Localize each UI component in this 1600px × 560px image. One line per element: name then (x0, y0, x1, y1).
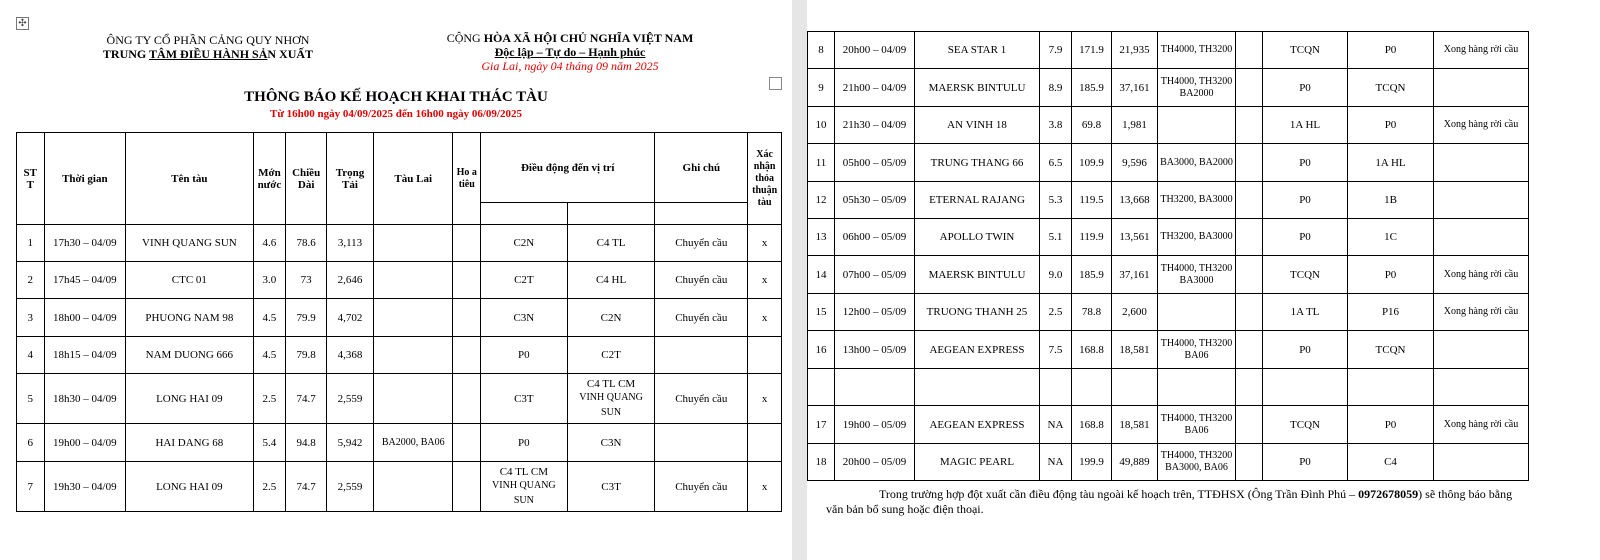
cell-time: 19h00 – 04/09 (44, 424, 126, 462)
cell-stt: 16 (808, 331, 835, 369)
cell-pilot (1236, 331, 1263, 369)
cell-tug (373, 462, 453, 512)
move-to-value: C3T (601, 480, 621, 493)
cell-ship: LONG HAI 09 (126, 462, 253, 512)
cell-move-from: TCQN (1263, 406, 1348, 444)
cell-stt: 11 (808, 144, 835, 182)
cell-pilot (453, 374, 481, 424)
cell-note: Chuyển cầu (655, 262, 748, 299)
cell-time: 05h00 – 05/09 (835, 144, 915, 182)
cell-tonnage: 1,981 (1112, 107, 1158, 144)
table-row (808, 331, 1529, 369)
table-row (17, 225, 782, 262)
cell-note (1434, 144, 1529, 182)
cell-stt: 12 (808, 182, 835, 219)
contact-phone: 0972678059 (1358, 487, 1419, 501)
cell-ship: VINH QUANG SUN (126, 225, 253, 262)
header-confirm: Xác nhận thỏa thuận tàu (748, 133, 782, 225)
cell-length: 79.8 (286, 337, 327, 374)
header-stt: ST T (17, 133, 45, 225)
cell-move-from: P0 (1263, 182, 1348, 219)
place-date: Gia Lai, ngày 04 tháng 09 năm 2025 (481, 59, 659, 73)
cell-move-from: TCQN (1263, 256, 1348, 294)
cell-ship: AEGEAN EXPRESS (915, 406, 1040, 444)
cell-tug (373, 374, 453, 424)
move-from-value: P0 (518, 349, 530, 361)
republic-name: CỘNG HÒA XÃ HỘI CHỦ NGHĨA VIỆT NAM (446, 31, 694, 45)
cell-pilot (1236, 294, 1263, 331)
move-to-value: C3N (600, 436, 622, 449)
header-pilot: Ho a tiêu (453, 133, 481, 225)
cell-stt: 9 (808, 69, 835, 107)
cell-move-to: P0 (1348, 32, 1434, 69)
move-from-value: C4 TL CM (499, 465, 548, 478)
table-row (808, 294, 1529, 331)
cell-note: Xong hàng rời cầu (1434, 32, 1529, 69)
cell-draft: 7.9 (1040, 32, 1072, 69)
footer-note-line2: văn bản bổ sung hoặc điện thoại. (826, 502, 984, 516)
cell-tug: TH4000, TH3200 BA2000 (1158, 69, 1236, 107)
cell-note (655, 337, 748, 374)
cell-move-from (481, 299, 568, 337)
cell-move-from: 1A TL (1263, 294, 1348, 331)
cell-move-from: P0 (1263, 69, 1348, 107)
cell-ship: PHUONG NAM 98 (126, 299, 253, 337)
header-tonnage: Trọng Tải (327, 133, 374, 225)
cell-time: 20h00 – 05/09 (835, 444, 915, 481)
cell-move-to (567, 374, 655, 424)
cell-move-from: 1A HL (1263, 107, 1348, 144)
cell-tug: TH4000, TH3200 BA3000 (1158, 256, 1236, 294)
cell-time: 06h00 – 05/09 (835, 219, 915, 256)
national-motto: Độc lập – Tự do – Hạnh phúc (494, 45, 646, 59)
table-row (808, 144, 1529, 182)
table-row (808, 107, 1529, 144)
cell-move-from: P0 (1263, 444, 1348, 481)
header-ship: Tên tàu (126, 133, 253, 225)
cell-move-to: 1A HL (1348, 144, 1434, 182)
cell-note: Xong hàng rời cầu (1434, 406, 1529, 444)
cell-length: 69.8 (1072, 107, 1112, 144)
schedule-body-left (17, 225, 782, 512)
cell-time: 17h30 – 04/09 (44, 225, 126, 262)
table-row (808, 182, 1529, 219)
republic-header (440, 31, 700, 73)
cell-ship: SEA STAR 1 (915, 32, 1040, 69)
cell-pilot (453, 225, 481, 262)
cell-time: 18h30 – 04/09 (44, 374, 126, 424)
cell-move-from (481, 462, 568, 512)
cell-length: 185.9 (1072, 69, 1112, 107)
cell-ship: MAERSK BINTULU (915, 69, 1040, 107)
cell-ship: TRUONG THANH 25 (915, 294, 1040, 331)
company-line1: ÔNG TY CỔ PHẦN CẢNG QUY NHƠN (106, 33, 310, 47)
cell-pilot (453, 262, 481, 299)
cell-tonnage: 4,702 (327, 299, 374, 337)
cell-move-to: P16 (1348, 294, 1434, 331)
cell-tonnage: 49,889 (1112, 444, 1158, 481)
cell-pilot (453, 299, 481, 337)
cell-length: 78.6 (286, 225, 327, 262)
cell-tonnage: 3,113 (327, 225, 374, 262)
cell-tonnage: 5,942 (327, 424, 374, 462)
cell-length: 119.5 (1072, 182, 1112, 219)
header-move: Điều động đến vị trí (481, 133, 655, 203)
cell-stt: 18 (808, 444, 835, 481)
cell-tug: TH4000, TH3200 BA06 (1158, 406, 1236, 444)
cell-confirm: x (748, 462, 782, 512)
cell-tonnage: 21,935 (1112, 32, 1158, 69)
cell-ship (915, 369, 1040, 406)
table-move-handle-icon[interactable]: ✣ (16, 17, 29, 30)
cell-time: 21h00 – 04/09 (835, 69, 915, 107)
company-line2: TRUNG TÂM ĐIỀU HÀNH SẢN XUẤT (102, 47, 314, 61)
cell-move-to: C4 (1348, 444, 1434, 481)
cell-draft: 4.5 (253, 299, 286, 337)
cell-time (835, 369, 915, 406)
table-row (17, 299, 782, 337)
cell-note: Chuyển cầu (655, 299, 748, 337)
cell-stt: 3 (17, 299, 45, 337)
cell-tug: TH4000, TH3200 BA3000, BA06 (1158, 444, 1236, 481)
header-note: Ghi chú (655, 133, 748, 203)
move-to-value: C4 TL (596, 237, 626, 249)
cell-time: 13h00 – 05/09 (835, 331, 915, 369)
cell-length (1072, 369, 1112, 406)
cell-draft: 8.9 (1040, 69, 1072, 107)
cell-tug: TH3200, BA3000 (1158, 182, 1236, 219)
cell-pilot (1236, 182, 1263, 219)
cell-note (655, 424, 748, 462)
cell-pilot (1236, 69, 1263, 107)
move-to-detail: VINH QUANG SUN (579, 391, 643, 418)
cell-draft: 6.5 (1040, 144, 1072, 182)
cell-stt: 17 (808, 406, 835, 444)
move-to-value: C4 HL (595, 274, 627, 286)
cell-move-to (567, 424, 655, 462)
cell-note (1434, 182, 1529, 219)
cell-draft: 4.5 (253, 337, 286, 374)
cell-move-to (567, 462, 655, 512)
cell-draft: 3.8 (1040, 107, 1072, 144)
move-to-value: C4 TL CM (586, 377, 636, 390)
cell-tonnage: 18,581 (1112, 331, 1158, 369)
schedule-table-left (16, 132, 782, 512)
cell-draft: 4.6 (253, 225, 286, 262)
cell-time: 12h00 – 05/09 (835, 294, 915, 331)
cell-move-from (481, 225, 568, 262)
cell-draft: NA (1040, 406, 1072, 444)
cell-note (1434, 69, 1529, 107)
cell-move-to: P0 (1348, 406, 1434, 444)
cell-draft: 2.5 (1040, 294, 1072, 331)
cell-tonnage (1112, 369, 1158, 406)
header-move-from (481, 203, 568, 225)
cell-stt: 1 (17, 225, 45, 262)
table-row (17, 462, 782, 512)
cell-tug: BA3000, BA2000 (1158, 144, 1236, 182)
header-move-to (567, 203, 655, 225)
cell-tonnage: 4,368 (327, 337, 374, 374)
table-row (17, 374, 782, 424)
cell-move-to: TCQN (1348, 69, 1434, 107)
cell-note: Chuyển cầu (655, 374, 748, 424)
cell-time: 17h45 – 04/09 (44, 262, 126, 299)
header-row (17, 133, 782, 203)
cell-stt: 4 (17, 337, 45, 374)
cell-confirm: x (748, 374, 782, 424)
header-draft: Mớn nước (253, 133, 286, 225)
document-page-right (807, 0, 1600, 560)
cell-note: Xong hàng rời cầu (1434, 107, 1529, 144)
cell-draft: 7.5 (1040, 331, 1072, 369)
cell-time: 07h00 – 05/09 (835, 256, 915, 294)
cell-tonnage: 2,600 (1112, 294, 1158, 331)
cell-tug: TH4000, TH3200 (1158, 32, 1236, 69)
cell-move-from: P0 (1263, 331, 1348, 369)
cell-tonnage: 2,559 (327, 462, 374, 512)
move-from-value: C2N (513, 237, 535, 249)
header-note-sub (655, 203, 748, 225)
cell-move-to (567, 337, 655, 374)
cell-tonnage: 9,596 (1112, 144, 1158, 182)
cell-pilot (453, 337, 481, 374)
cell-time: 19h00 – 05/09 (835, 406, 915, 444)
cell-draft: 5.1 (1040, 219, 1072, 256)
cell-tonnage: 37,161 (1112, 69, 1158, 107)
footer-note: Trong trường hợp đột xuất cần điều động tàu ngoài kế hoạch trên, TTĐHSX (Ông Trần Đình Phú – 0972678059) sẽ thông báo bằng (879, 487, 1513, 501)
cell-time: 05h30 – 05/09 (835, 182, 915, 219)
cell-length: 168.8 (1072, 406, 1112, 444)
header-length: Chiều Dài (286, 133, 327, 225)
cell-ship: MAERSK BINTULU (915, 256, 1040, 294)
cell-note: Xong hàng rời cầu (1434, 294, 1529, 331)
cell-move-to: P0 (1348, 256, 1434, 294)
cell-pilot (1236, 107, 1263, 144)
move-from-detail: VINH QUANG SUN (492, 479, 556, 506)
cell-confirm: x (748, 225, 782, 262)
cell-stt: 15 (808, 294, 835, 331)
cell-pilot (1236, 144, 1263, 182)
cell-draft: 3.0 (253, 262, 286, 299)
cell-tug (1158, 294, 1236, 331)
cell-length: 74.7 (286, 462, 327, 512)
cell-length: 168.8 (1072, 331, 1112, 369)
cell-pilot (453, 424, 481, 462)
cell-tonnage: 13,668 (1112, 182, 1158, 219)
cell-ship: APOLLO TWIN (915, 219, 1040, 256)
cell-pilot (1236, 369, 1263, 406)
cell-draft: 5.4 (253, 424, 286, 462)
cell-pilot (1236, 32, 1263, 69)
cell-ship: AEGEAN EXPRESS (915, 331, 1040, 369)
cell-move-from: TCQN (1263, 32, 1348, 69)
cell-confirm (748, 424, 782, 462)
notice-period: Từ 16h00 ngày 04/09/2025 đến 16h00 ngày 06/09/2025 (269, 108, 522, 120)
notice-title: THÔNG BÁO KẾ HOẠCH KHAI THÁC TÀU (244, 89, 548, 105)
cell-confirm: x (748, 299, 782, 337)
cell-draft: 2.5 (253, 462, 286, 512)
cell-pilot (1236, 444, 1263, 481)
document-page-left (0, 0, 792, 560)
move-from-value: P0 (518, 436, 530, 449)
cell-tug (373, 262, 453, 299)
cell-move-to: P0 (1348, 107, 1434, 144)
cell-tug: BA2000, BA06 (373, 424, 453, 462)
cell-draft (1040, 369, 1072, 406)
move-from-value: C3T (514, 392, 534, 405)
cell-tug: TH4000, TH3200 BA06 (1158, 331, 1236, 369)
cell-length: 74.7 (286, 374, 327, 424)
move-from-value: C3N (513, 311, 535, 324)
cell-ship: HAI DANG 68 (126, 424, 253, 462)
cell-length: 94.8 (286, 424, 327, 462)
cell-move-to: 1C (1348, 219, 1434, 256)
table-row (808, 369, 1529, 406)
cell-stt: 10 (808, 107, 835, 144)
cell-move-to (567, 299, 655, 337)
cell-tonnage: 37,161 (1112, 256, 1158, 294)
cell-ship: ETERNAL RAJANG (915, 182, 1040, 219)
move-to-value: C2N (600, 311, 622, 324)
cell-move-to (1348, 369, 1434, 406)
cell-note (1434, 444, 1529, 481)
cell-tug: TH3200, BA3000 (1158, 219, 1236, 256)
cell-draft: 5.3 (1040, 182, 1072, 219)
cell-length: 185.9 (1072, 256, 1112, 294)
cell-ship: AN VINH 18 (915, 107, 1040, 144)
cell-time: 19h30 – 04/09 (44, 462, 126, 512)
table-row (808, 69, 1529, 107)
table-row (808, 406, 1529, 444)
cell-move-to (567, 225, 655, 262)
cell-note (1434, 369, 1529, 406)
cell-confirm: x (748, 262, 782, 299)
cell-tug (1158, 107, 1236, 144)
cell-move-from: P0 (1263, 219, 1348, 256)
cell-ship: CTC 01 (126, 262, 253, 299)
cell-stt: 7 (17, 462, 45, 512)
cell-move-from (481, 424, 568, 462)
cell-draft: 9.0 (1040, 256, 1072, 294)
cell-length: 78.8 (1072, 294, 1112, 331)
table-row (17, 424, 782, 462)
table-row (808, 256, 1529, 294)
cell-stt: 2 (17, 262, 45, 299)
cell-stt (808, 369, 835, 406)
move-to-value: C2T (601, 349, 621, 361)
cell-move-from (481, 262, 568, 299)
cell-move-to: 1B (1348, 182, 1434, 219)
cell-ship: MAGIC PEARL (915, 444, 1040, 481)
cell-tonnage: 2,646 (327, 262, 374, 299)
cell-length: 171.9 (1072, 32, 1112, 69)
cell-note: Chuyển cầu (655, 225, 748, 262)
cell-ship: TRUNG THANG 66 (915, 144, 1040, 182)
cell-length: 79.9 (286, 299, 327, 337)
cell-move-from (1263, 369, 1348, 406)
cell-time: 21h30 – 04/09 (835, 107, 915, 144)
cell-stt: 14 (808, 256, 835, 294)
cell-note (1434, 219, 1529, 256)
table-row (17, 262, 782, 299)
cell-stt: 8 (808, 32, 835, 69)
cell-tonnage: 18,581 (1112, 406, 1158, 444)
cell-tug (373, 299, 453, 337)
company-header (78, 33, 338, 61)
cell-note: Xong hàng rời cầu (1434, 256, 1529, 294)
schedule-body-right (808, 32, 1529, 481)
cell-move-from (481, 337, 568, 374)
header-time: Thời gian (44, 133, 126, 225)
cell-length: 199.9 (1072, 444, 1112, 481)
cell-length: 109.9 (1072, 144, 1112, 182)
cell-ship: NAM DUONG 666 (126, 337, 253, 374)
table-row (808, 219, 1529, 256)
cell-pilot (1236, 256, 1263, 294)
cell-draft: NA (1040, 444, 1072, 481)
cell-tonnage: 2,559 (327, 374, 374, 424)
move-from-value: C2T (514, 274, 534, 286)
table-row (808, 444, 1529, 481)
cell-length: 73 (286, 262, 327, 299)
cell-draft: 2.5 (253, 374, 286, 424)
cell-tug (373, 337, 453, 374)
cell-note: Chuyển cầu (655, 462, 748, 512)
cell-time: 20h00 – 04/09 (835, 32, 915, 69)
table-row (808, 32, 1529, 69)
table-row (17, 337, 782, 374)
cell-move-from (481, 374, 568, 424)
cell-stt: 13 (808, 219, 835, 256)
cell-move-to: TCQN (1348, 331, 1434, 369)
cell-move-to (567, 262, 655, 299)
cell-pilot (453, 462, 481, 512)
cell-stt: 5 (17, 374, 45, 424)
cell-time: 18h00 – 04/09 (44, 299, 126, 337)
cell-move-from: P0 (1263, 144, 1348, 182)
cell-pilot (1236, 219, 1263, 256)
cell-stt: 6 (17, 424, 45, 462)
schedule-table-right (807, 31, 1529, 481)
cell-tonnage: 13,561 (1112, 219, 1158, 256)
cell-length: 119.9 (1072, 219, 1112, 256)
cell-time: 18h15 – 04/09 (44, 337, 126, 374)
cell-ship: LONG HAI 09 (126, 374, 253, 424)
cell-note (1434, 331, 1529, 369)
header-tug: Tàu Lai (373, 133, 453, 225)
cell-tug (1158, 369, 1236, 406)
cell-pilot (1236, 406, 1263, 444)
cell-confirm (748, 337, 782, 374)
cell-tug (373, 225, 453, 262)
